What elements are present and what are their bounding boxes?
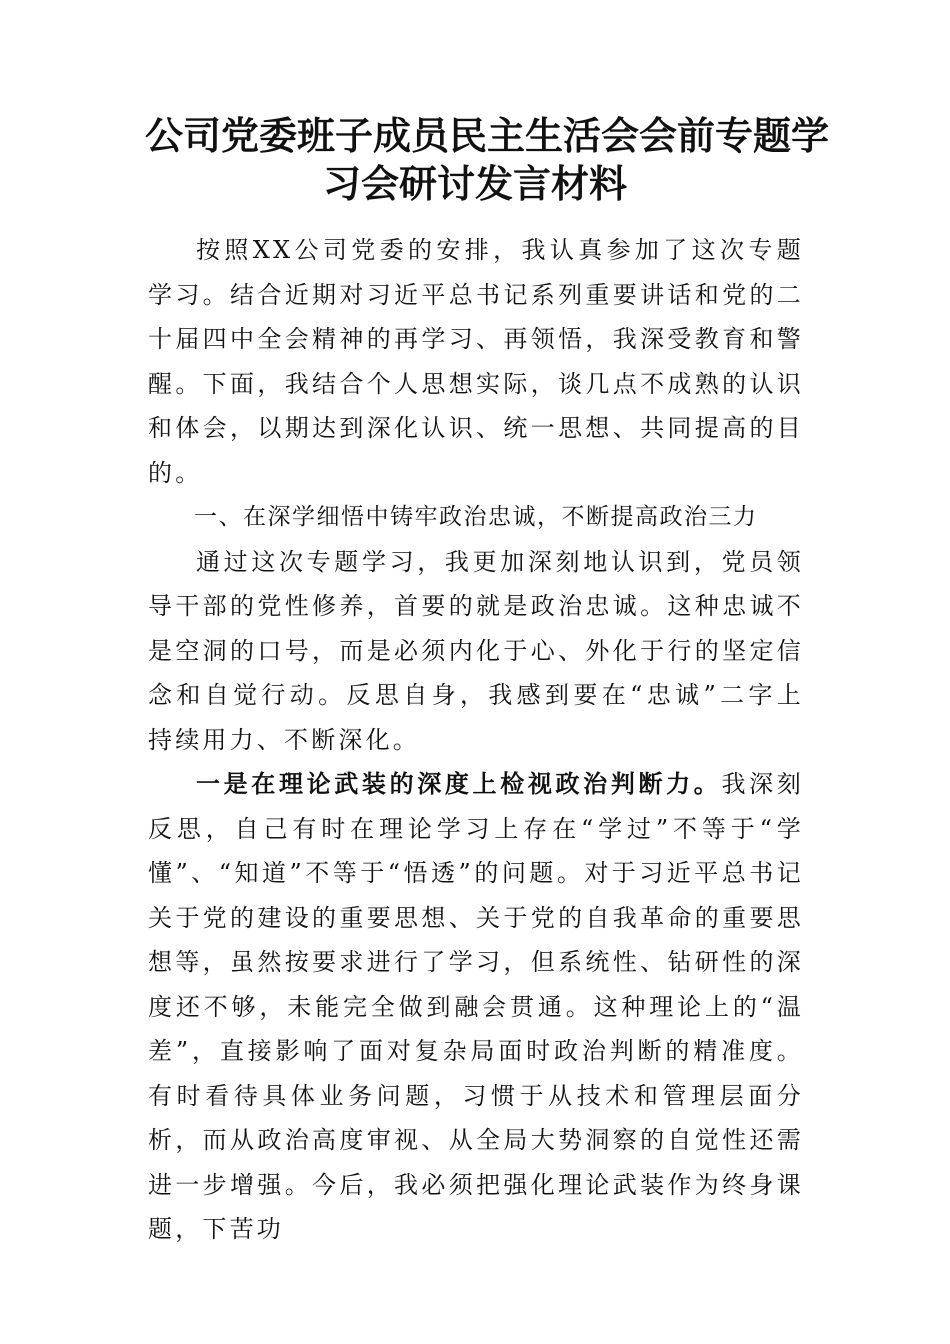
point-1-lead: 一是在理论武装的深度上检视政治判断力。 (196, 769, 722, 798)
document-title (145, 112, 830, 208)
title-line-1: 公司党委班子成员民主生活会会前专题学 (145, 113, 830, 158)
section-heading-1: 一、在深学细悟中铸牢政治忠诚，不断提高政治三力 (194, 504, 758, 530)
document-body (148, 228, 804, 1252)
title-line-2: 习会研讨发言材料 (322, 161, 627, 206)
intro-paragraph: 按照XX公司党委的安排，我认真参加了这次专题学习。结合近期对习近平总书记系列重要讲话和党的二十届四中全会精神的再学习、再领悟，我深受教育和警醒。下面，我结合个人思想实际，谈几点不成熟的认识和体会，以期达到深化认识、统一思想、共同提高的目的。 (148, 236, 804, 487)
point-1-body: 我深刻反思，自己有时在理论学习上存在“学过”不等于“学懂”、“知道”不等于“悟透”的问题。对于习近平总书记关于党的建设的重要思想、关于党的自我革命的重要思想等，虽然按要求进行了学习，但系统性、钻研性的深度还不够，未能完全做到融会贯通。这种理论上的“温差”，直接影响了面对复杂局面时政治判断的精准度。有时看待具体业务问题，习惯于从技术和管理层面分析，而从政治高度审视、从全局大势洞察的自觉性还需进一步增强。今后，我必须把强化理论武装作为终身课题，下苦功 (148, 770, 804, 1243)
point-1-paragraph (148, 762, 804, 1252)
section-1-paragraph: 通过这次专题学习，我更加深刻地认识到，党员领导干部的党性修养，首要的就是政治忠诚。这种忠诚不是空洞的口号，而是必须内化于心、外化于行的坚定信念和自觉行动。反思自身，我感到要在“忠诚”二字上持续用力、不断深化。 (148, 547, 804, 754)
